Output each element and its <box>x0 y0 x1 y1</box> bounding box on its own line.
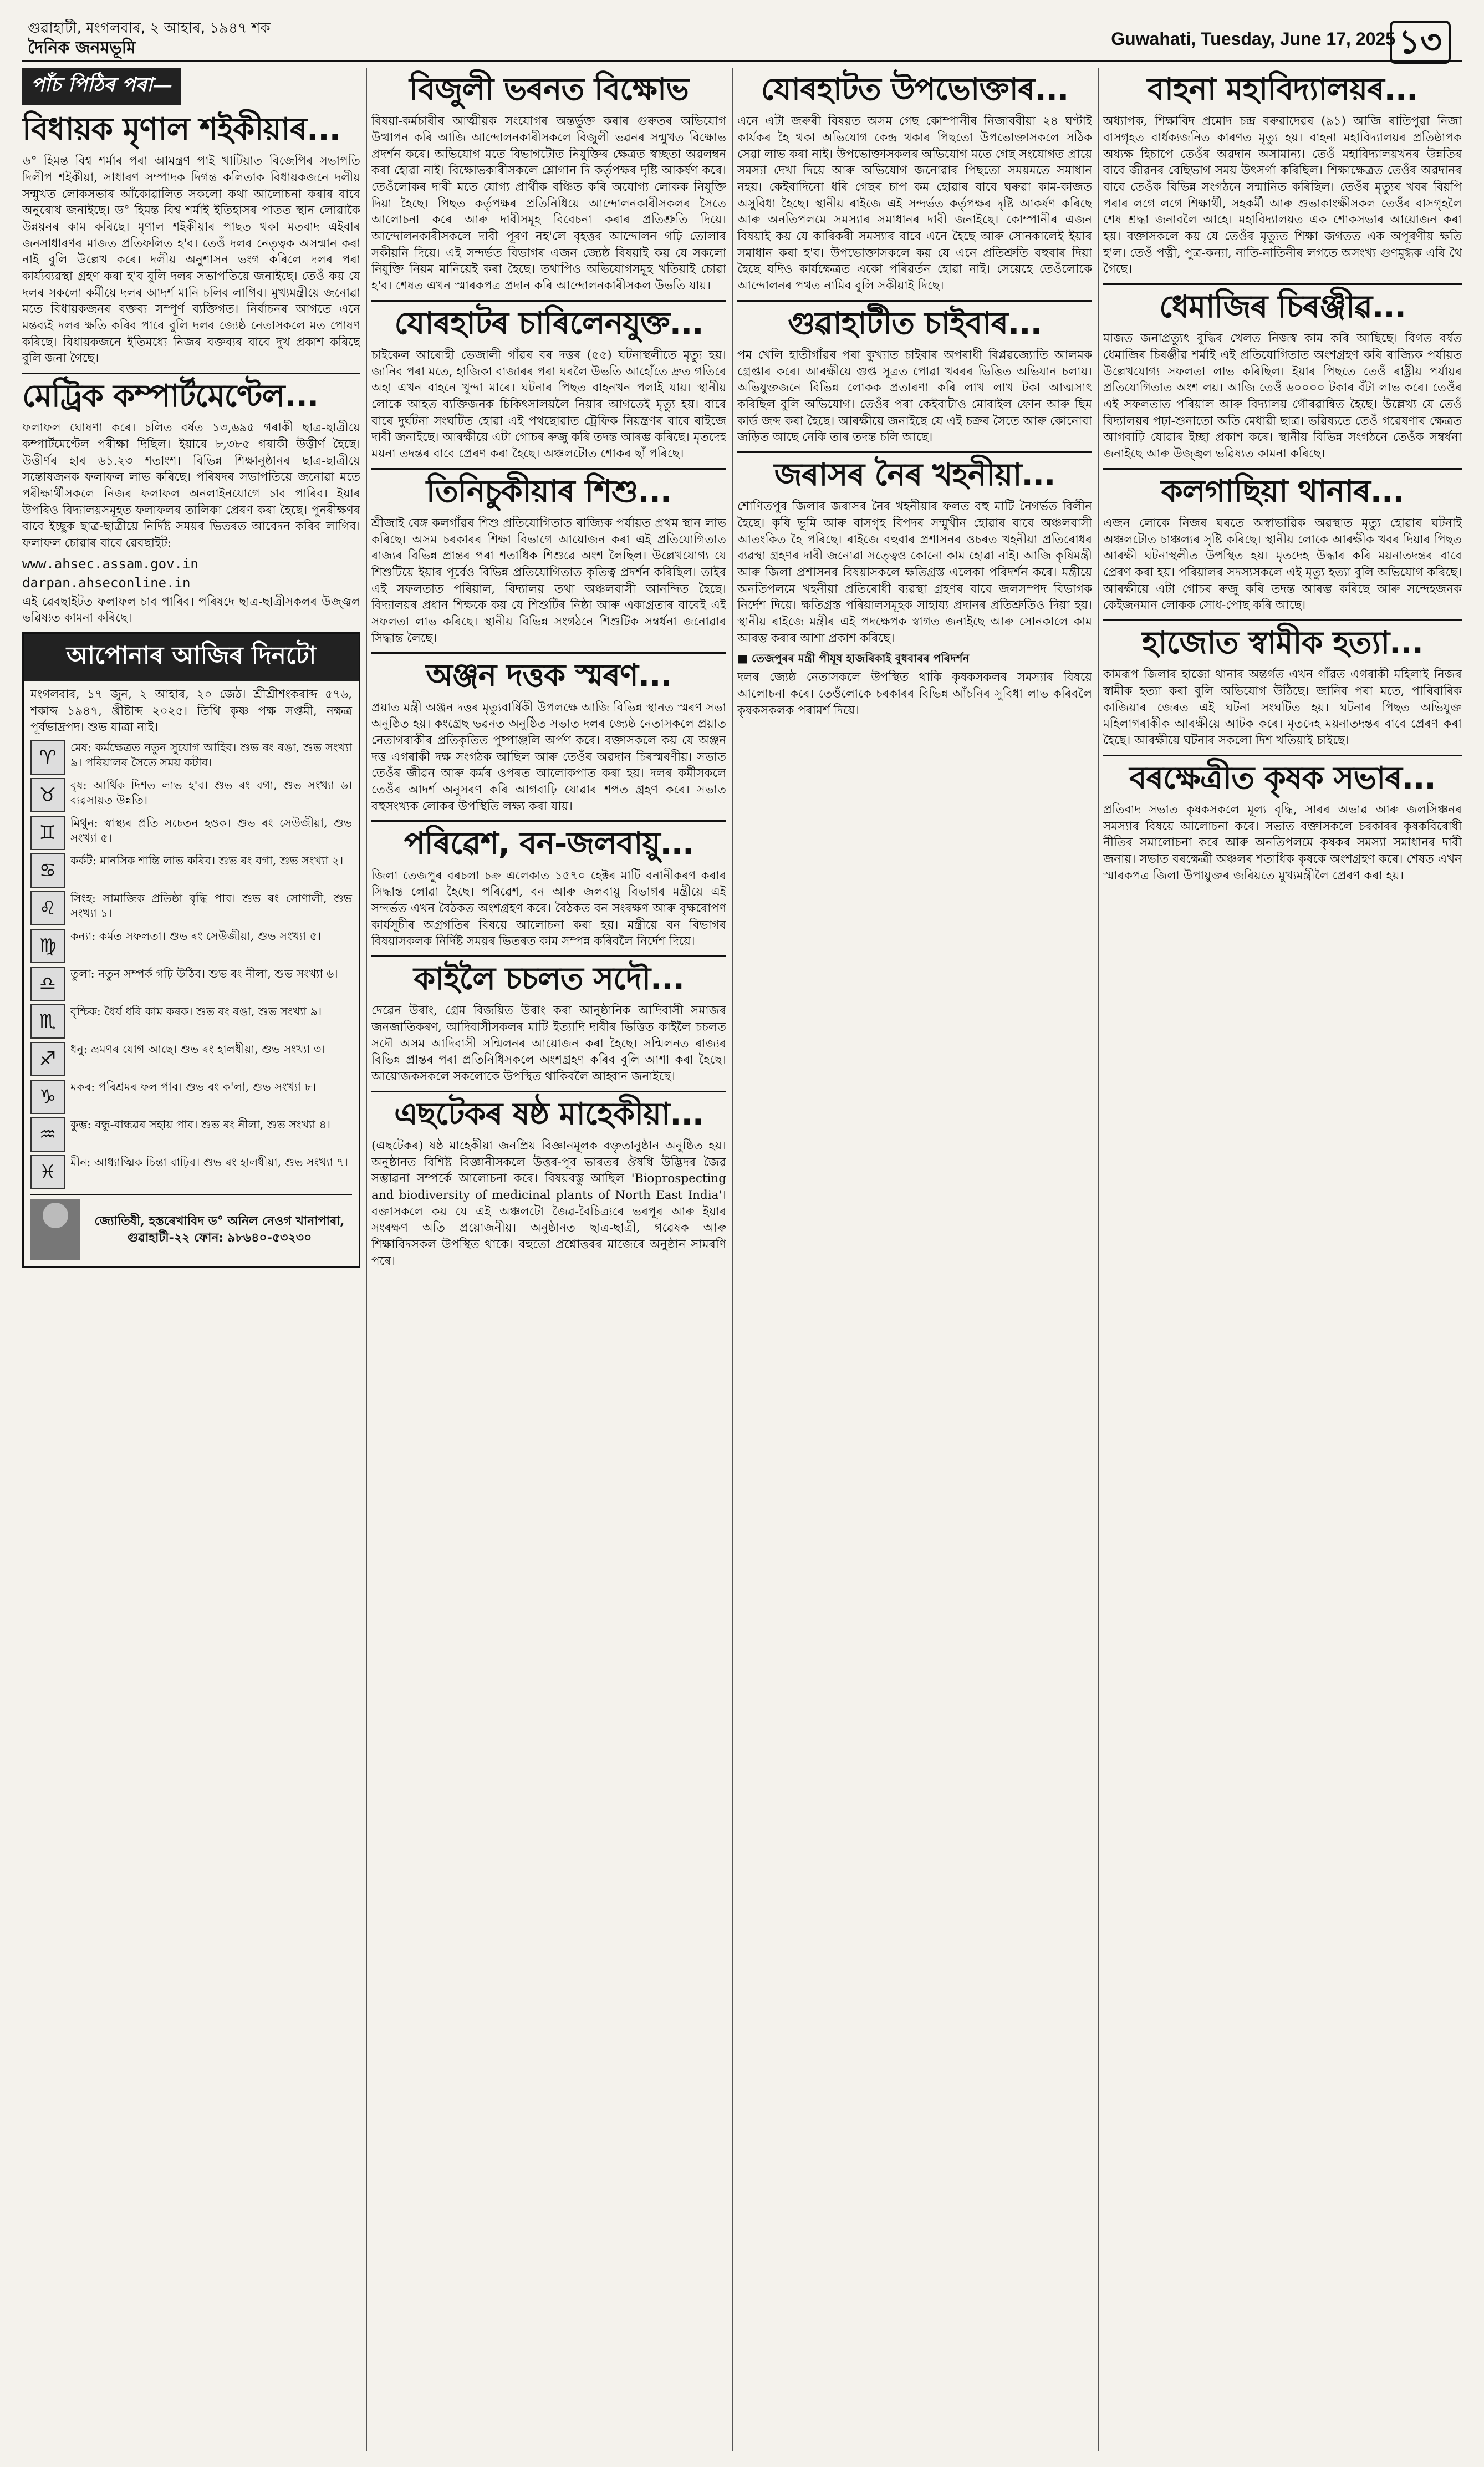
astrologer-photo <box>30 1199 80 1260</box>
zodiac-icon: ♈ <box>30 740 65 775</box>
headline-bijuli-bhawan: বিজুলী ভৰনত বিক্ষোভ <box>409 72 689 108</box>
headline-environment: পৰিৱেশ, বন-জলবায়ু... <box>404 826 694 862</box>
horoscope-text: বৃশ্চিক: ধৈৰ্য ধৰি কাম কৰক। শুভ ৰং ৰঙা, শুভ সংখ্যা ৯। <box>70 1004 322 1018</box>
headline-jarasar-erosion: জৰাসৰ নৈৰ খহনীয়া... <box>774 456 1055 493</box>
horoscope-text: মেষ: কৰ্মক্ষেত্ৰত নতুন সুযোগ আহিব। শুভ ৰং ৰঙা, শুভ সংখ্যা ৯। পৰিয়ালৰ সৈতে সময় কটাব। <box>70 740 352 769</box>
horoscope-text: মিথুন: স্বাস্থ্যৰ প্ৰতি সচেতন হওক। শুভ ৰং সেউজীয়া, শুভ সংখ্যা ৫। <box>70 816 352 845</box>
article-body: বিষয়া-কৰ্মচাৰীৰ আত্মীয়ক সংযোগৰ অন্তৰ্ভুক্ত কৰাৰ গুৰুতৰ অভিযোগ উত্থাপন কৰি আজি আন্দোলনকাৰীসকলে বিজুলী ভৱনৰ সন্মুখত বিক্ষোভ প্ৰদৰ্শন কৰে। অভিযোগ মতে বিভাগটোত নিযুক্তিৰ ক্ষেত্ৰত স্বচ্ছতা অৱলম্বন কৰা হোৱা নাই। বিক্ষোভকাৰীসকলে শ্লোগান দি কৰ্তৃপক্ষৰ দৃষ্টি আকৰ্ষণ কৰে। তেওঁলোকৰ দাবী মতে যোগ্য প্ৰাৰ্থীক বঞ্চিত কৰি অযোগ্য লোকক নিযুক্তি দিয়া হৈছে। পিছত কৰ্তৃপক্ষৰ প্ৰতিনিধিয়ে আন্দোলনকাৰীসকলৰ সৈতে আলোচনা কৰে আৰু দাবীসমূহ বিবেচনা কৰাৰ প্ৰতিশ্ৰুতি দিয়ে। আন্দোলনকাৰীসকলে দাবী পূৰণ নহ'লে বৃহত্তৰ আন্দোলন গঢ়ি তোলাৰ সকীয়নি দিয়ে। এই সন্দৰ্ভত বিভাগৰ এজন জ্যেষ্ঠ বিষয়াই কয় যে সকলো নিযুক্তি নিয়ম মানিয়েই কৰা হৈছে। তথাপিও অভিযোগসমূহ খতিয়াই চোৱা হ'ব। শেষত এখন স্মাৰকপত্ৰ প্ৰদান কৰি আন্দোলনকাৰীসকল উভতি যায়। <box>371 114 726 293</box>
headline-astec: এছটেকৰ ষষ্ঠ মাহেকীয়া... <box>394 1096 704 1132</box>
horoscope-item <box>30 778 352 812</box>
horoscope-item <box>30 1042 352 1076</box>
article-body: শ্ৰীজাই বেঙ্গ কলগাঁৱৰ শিশু প্ৰতিযোগিতাত ৰাজ্যিক পৰ্যায়ত প্ৰথম স্থান লাভ কৰিছে। অসম চৰকাৰৰ শিক্ষা বিভাগে আয়োজন কৰা এই প্ৰতিযোগিতাত ৰাজ্যৰ বিভিন্ন প্ৰান্তৰ পৰা শতাধিক শিশুৱে অংশ লৈছিল। উল্লেখযোগ্য যে শিশুটিয়ে ইয়াৰ পূৰ্বেও বিভিন্ন প্ৰতিযোগিতাত কৃতিত্ব প্ৰদৰ্শন কৰিছিল। তাইৰ এই সফলতাত পৰিয়াল, বিদ্যালয় তথা অঞ্চলবাসী আনন্দিত হৈছে। বিদ্যালয়ৰ প্ৰধান শিক্ষকে কয় যে শিশুটিৰ নিষ্ঠা আৰু একাগ্ৰতাৰ বাবেই এই সফলতা লাভ কৰিছে। স্থানীয় বিভিন্ন সংগঠনে শিশুটিক সম্বৰ্ধনা জনোৱাৰ সিদ্ধান্ত লৈছে। <box>371 516 726 645</box>
column-4 <box>1103 68 1462 2451</box>
headline-jorhat-four-lane: যোৰহাটৰ চাৰিলেনযুক্ত... <box>394 305 703 342</box>
article-body: প্ৰতিবাদ সভাত কৃষকসকলে মূল্য বৃদ্ধি, সাৰৰ অভাৱ আৰু জলসিঞ্চনৰ সমস্যাৰ বিষয়ে আলোচনা কৰে। সভাত বক্তাসকলে চৰকাৰৰ কৃষকবিৰোধী নীতিৰ সমালোচনা কৰে আৰু অনতিপলমে কৃষকৰ সমস্যা সমাধানৰ দাবী জনায়। সভাত বৰক্ষেত্ৰী অঞ্চলৰ শতাধিক কৃষকে অংশগ্ৰহণ কৰে। শেষত এখন স্মাৰকপত্ৰ জিলা উপায়ুক্তৰ জৰিয়তে মুখ্যমন্ত্ৰীলৈ প্ৰেৰণ কৰা হয়। <box>1103 802 1462 883</box>
article-body: ড° হিমন্ত বিশ্ব শৰ্মাৰ পৰা আমন্ত্ৰণ পাই খাটিয়াত বিজেপিৰ সভাপতি দিলীপ শইকীয়া, সাধাৰণ সম্পাদক দিগন্ত কলিতাক বিধায়কজনে দলীয় সন্মুখত লোকসভাৰ আঁকোৱালিত সকলো কথা আলোচনা কৰাৰ বাবে অনুৰোধ জনাইছে। ড° হিমন্ত বিশ্ব শৰ্মাই ইতিহাসৰ পাতত স্থান লোৱাকৈ উন্নয়নৰ কাম কৰিছে। মৃণাল শইকীয়াৰ পাছত থকা মতবাদ এইবাৰ জনসাধাৰণৰ মাজত প্ৰতিফলিত হ'ব। তেওঁ দলৰ নেতৃত্বক অসন্মান কৰা নাই বুলি উল্লেখ কৰে। দলীয় অনুশাসন ভংগ কৰিলে দলৰ পৰা কাৰ্য্যব্যৱস্থা গ্ৰহণ কৰা হ'ব বুলি দলৰ সভাপতিয়ে জনাইছে। তেওঁ কয় যে দলৰ সকলো কৰ্মীয়ে দলৰ আদৰ্শ মানি চলিব লাগিব। মুখ্যমন্ত্ৰীয়ে জনোৱা মতে বিধায়কজনৰ বক্তব্য সম্পূৰ্ণ ব্যক্তিগত। নিৰ্বাচনৰ আগতে এনে মন্তব্যই দলৰ ক্ষতি কৰিব পাৰে বুলি দলৰ জ্যেষ্ঠ নেতাসকলে মত পোষণ কৰিছে। বিধায়কজনে ইতিমধ্যে নিজৰ বক্তব্যৰ বাবে দুখ প্ৰকাশ কৰিছে বুলি জনা গৈছে। <box>22 154 360 366</box>
article-body: এই ৱেবছাইটত ফলাফল চাব পাৰিব। পৰিষদে ছাত্ৰ-ছাত্ৰীসকলৰ উজ্জ্বল ভৱিষ্যত কামনা কৰিছে। <box>22 594 360 625</box>
zodiac-icon: ♉ <box>30 778 65 812</box>
horoscope-item <box>30 816 352 850</box>
zodiac-icon: ♐ <box>30 1042 65 1076</box>
headline-chachal: কাইলৈ চচলত সদৌ... <box>414 960 684 997</box>
horoscope-item <box>30 1080 352 1114</box>
article-body: দলৰ জ্যেষ্ঠ নেতাসকলে উপস্থিত থাকি কৃষকসকলৰ সমস্যাৰ বিষয়ে আলোচনা কৰে। তেওঁলোকে চৰকাৰৰ বিভিন্ন আঁচনিৰ সুবিধা লাভ কৰিবলৈ কৃষকসকলক পৰামৰ্শ দিয়ে। <box>737 670 1092 718</box>
article-body: কামৰূপ জিলাৰ হাজো থানাৰ অন্তৰ্গত এখন গাঁৱত এগৰাকী মহিলাই নিজৰ স্বামীক হত্যা কৰা বুলি অভিযোগ উঠিছে। জানিব পৰা মতে, পাৰিবাৰিক কাজিয়াৰ জেৰত এই ঘটনা সংঘটিত হয়। ঘটনাৰ পিছত অভিযুক্ত মহিলাগৰাকীক আৰক্ষীয়ে আটক কৰে। মৃতদেহ ময়নাতদন্তৰ বাবে প্ৰেৰণ কৰা হৈছে। আৰক্ষীয়ে ঘটনাৰ সকলো দিশ খতিয়াই চাইছে। <box>1103 668 1462 747</box>
horoscope-text: কন্যা: কৰ্মত সফলতা। শুভ ৰং সেউজীয়া, শুভ সংখ্যা ৫। <box>70 929 322 943</box>
zodiac-icon: ♒ <box>30 1117 65 1152</box>
article-body: জিলা তেজপুৰ বৰচলা চক্ৰ এলেকাত ১৫৭০ হেক্টৰ মাটি বনানীকৰণ কৰাৰ সিদ্ধান্ত লোৱা হৈছে। পৰিৱেশ, বন আৰু জলবায়ু বিভাগৰ মন্ত্ৰীয়ে এই সন্দৰ্ভত এখন বৈঠকত অংশগ্ৰহণ কৰে। বৈঠকত বন সংৰক্ষণ আৰু বৃক্ষৰোপণ কাৰ্যসূচীৰ অগ্ৰগতিৰ বিষয়ে আলোচনা কৰা হয়। মন্ত্ৰীয়ে বন বিভাগৰ বিষয়াসকলক নিৰ্দিষ্ট সময়ৰ ভিতৰত কাম সম্পন্ন কৰিবলৈ নিৰ্দেশ দিয়ে। <box>371 868 726 949</box>
horoscope-item <box>30 853 352 888</box>
column-1 <box>22 68 360 2451</box>
horoscope-item <box>30 929 352 963</box>
horoscope-text: ধনু: ভ্ৰমণৰ যোগ আছে। শুভ ৰং হালধীয়া, শুভ সংখ্যা ৩। <box>70 1042 325 1056</box>
horoscope-list <box>30 740 352 1189</box>
horoscope-item <box>30 1117 352 1152</box>
astrologer-info: জ্যোতিষী, হস্তৰেখাবিদ ড° অনিল নেওগ খানাপাৰা, গুৱাহাটী-২২ ফোন: ৯৮৬৪০-৫৩২৩০ <box>94 1214 345 1245</box>
zodiac-icon: ♌ <box>30 891 65 925</box>
article-body: ফলাফল ঘোষণা কৰে। চলিত বৰ্ষত ১৩,৬৯৫ গৰাকী ছাত্ৰ-ছাত্ৰীয়ে কম্পাৰ্টমেণ্টেল পৰীক্ষা দিছিল। ইয়াৰে ৮,৩৮৫ গৰাকী উত্তীৰ্ণ হৈছে। উত্তীৰ্ণৰ হাৰ ৬১.২৩ শতাংশ। বিভিন্ন শিক্ষানুষ্ঠানৰ ছাত্ৰ-ছাত্ৰীয়ে সন্তোষজনক ফলাফল লাভ কৰিছে। পৰিষদৰ সভাপতিয়ে জনোৱা মতে পৰীক্ষাৰ্থীসকলে নিজৰ ফলাফল অনলাইনযোগে চাব পাৰিব। ইয়াৰ উপৰিও বিদ্যালয়সমূহত ফলাফলৰ তালিকা প্ৰেৰণ কৰা হৈছে। পুনৰীক্ষণৰ বাবে ইচ্ছুক ছাত্ৰ-ছাত্ৰীয়ে নিৰ্দিষ্ট সময়ৰ ভিতৰত আবেদন কৰিব লাগিব। ফলাফল চোৱাৰ বাবে ৱেবছাইট: <box>22 421 360 550</box>
zodiac-icon: ♋ <box>30 853 65 888</box>
newspaper-page <box>22 17 1462 2451</box>
article-body: শোণিতপুৰ জিলাৰ জৰাসৰ নৈৰ খহনীয়াৰ ফলত বহু মাটি নৈগৰ্ভত বিলীন হৈছে। কৃষি ভূমি আৰু বাসগৃহ বিপদৰ সন্মুখীন হোৱাৰ বাবে অঞ্চলবাসী আতংকিত হৈ পৰিছে। ৰাইজে বহুবাৰ প্ৰশাসনৰ ওচৰত খহনীয়া প্ৰতিৰোধৰ ব্যৱস্থা গ্ৰহণৰ দাবী জনোৱা সত্ত্বেও কোনো কাম হোৱা নাই। আজি কৃষিমন্ত্ৰী আৰু জিলা প্ৰশাসনৰ বিষয়াসকলে ক্ষতিগ্ৰস্ত এলেকা পৰিদৰ্শন কৰে। মন্ত্ৰীয়ে অনতিপলমে খহনীয়া প্ৰতিৰোধী ব্যৱস্থা গ্ৰহণৰ বাবে জলসম্পদ বিভাগক নিৰ্দেশ দিয়ে। ক্ষতিগ্ৰস্ত পৰিয়ালসমূহক সাহায্য প্ৰদানৰ প্ৰতিশ্ৰুতিও দিয়া হয়। স্থানীয় ৰাইজে মন্ত্ৰীৰ এই পদক্ষেপক স্বাগত জনাইছে আৰু সোনকালে কাম আৰম্ভ কৰাৰ আশা প্ৰকাশ কৰিছে। <box>737 500 1092 645</box>
zodiac-icon: ♊ <box>30 816 65 850</box>
horoscope-item <box>30 1004 352 1039</box>
article-body: অধ্যাপক, শিক্ষাবিদ প্ৰমোদ চন্দ্ৰ বৰুৱাদেৱৰ (৯১) আজি ৰাতিপুৱা নিজা বাসগৃহত বাৰ্ধক্যজনিত কাৰণত মৃত্যু হয়। বাহনা মহাবিদ্যালয়ৰ প্ৰতিষ্ঠাপক অধ্যক্ষ হিচাপে তেওঁৰ অৱদান অসামান্য। তেওঁ মহাবিদ্যালয়খনৰ উন্নতিৰ বাবে জীৱনৰ বেছিভাগ সময় উৎসৰ্গা কৰিছিল। শিক্ষাক্ষেত্ৰত তেওঁৰ অৱদানৰ বাবে তেওঁক বিভিন্ন সংগঠনে সন্মানিত কৰিছিল। তেওঁৰ মৃত্যুৰ খবৰ বিয়পি পৰাৰ লগে লগে শিক্ষাৰ্থী, সহকৰ্মী আৰু শুভাকাংক্ষীসকল তেওঁৰ বাসগৃহলৈ শেষ শ্ৰদ্ধা জনাবলৈ আহে। মহাবিদ্যালয়ত এক শোকসভাৰ আয়োজন কৰা হয়। বক্তাসকলে কয় যে তেওঁৰ মৃত্যুত শিক্ষা জগতত এক অপূৰণীয় ক্ষতি হ'ল। তেওঁ পত্নী, পুত্ৰ-কন্যা, নাতি-নাতিনীৰ লগতে অসংখ্য গুণমুগ্ধক এৰি থৈ গৈছে। <box>1103 114 1462 277</box>
article-body: প্ৰয়াত মন্ত্ৰী অঞ্জন দত্তৰ মৃত্যুবাৰ্ষিকী উপলক্ষে আজি বিভিন্ন স্থানত স্মৰণ সভা অনুষ্ঠিত হয়। কংগ্ৰেছ ভৱনত অনুষ্ঠিত সভাত দলৰ জ্যেষ্ঠ নেতাসকলে প্ৰয়াত নেতাগৰাকীৰ প্ৰতিকৃতিত পুষ্পাঞ্জলি অৰ্পণ কৰে। বক্তাসকলে কয় যে অঞ্জন দত্ত এগৰাকী দক্ষ সংগঠক আছিল আৰু তেওঁৰ অৱদান চিৰস্মৰণীয়। সভাত তেওঁৰ জীৱন আৰু কৰ্মৰ ওপৰত আলোকপাত কৰা হয়। দলৰ কৰ্মীসকলে তেওঁৰ আদৰ্শ অনুসৰণ কৰি আগবাঢ়ি যোৱাৰ শপত গ্ৰহণ কৰে। সভাত বহুসংখ্যক লোকৰ উপস্থিতি লক্ষ্য কৰা যায়। <box>371 700 726 813</box>
article-body: চাইকেল আৰোহী ভেজালী গাঁৱৰ বৰ দত্তৰ (৫৫) ঘটনাস্থলীতে মৃত্যু হয়। জানিব পৰা মতে, হাজিকা বাজাৰৰ পৰা ঘৰলৈ উভতি আহোঁতে দ্ৰুত গতিৰে অহা এখন বাহনে খুন্দা মাৰে। ঘটনাৰ পিছত বাহনখন পলাই যায়। স্থানীয় লোকে আহত ব্যক্তিজনক চিকিৎসালয়লৈ নিয়াৰ আগতেই মৃত্যু হয়। বাৰে বাৰে দুৰ্ঘটনা সংঘটিত হোৱা এই পথছোৱাত ট্ৰেফিক নিয়ন্ত্ৰণৰ বাবে ৰাইজে দাবী জনাইছে। আৰক্ষীয়ে এটা গোচৰ ৰুজু কৰি তদন্ত আৰম্ভ কৰিছে। মৃতদেহ ময়না তদন্তৰ বাবে প্ৰেৰণ কৰা হৈছে। অঞ্চলটোত শোকৰ ছাঁ পৰিছে। <box>371 348 726 461</box>
masthead-date-assamese: গুৱাহাটী, মংগলবাৰ, ২ আহাৰ, ১৯৪৭ শক <box>28 20 271 37</box>
horoscope-intro: মংগলবাৰ, ১৭ জুন, ২ আহাৰ, ২০ জেঠ। শ্ৰীশ্ৰীশংকৰাব্দ ৫৭৬, শকাব্দ ১৯৪৭, খ্ৰীষ্টাব্দ ২০২৫। তিথি কৃষ্ণ পক্ষ সপ্তমী, নক্ষত্ৰ পূৰ্বভাদ্ৰপদ। শুভ যাত্ৰা নাই। <box>30 687 352 735</box>
headline-kalgachia-police: কলগাছিয়া থানাৰ... <box>1161 473 1404 510</box>
masthead-brand: দৈনিক জনমভূমি <box>28 38 136 58</box>
astrologer-credit <box>30 1194 352 1260</box>
headline-dhemaji-chiranjib: ধেমাজিৰ চিৰঞ্জীৱ... <box>1159 288 1406 325</box>
horoscope-text: তুলা: নতুন সম্পৰ্ক গঢ়ি উঠিব। শুভ ৰং নীলা, শুভ সংখ্যা ৬। <box>70 967 338 980</box>
horoscope-text: মকৰ: পৰিশ্ৰমৰ ফল পাব। শুভ ৰং ক'লা, শুভ সংখ্যা ৮। <box>70 1080 317 1093</box>
horoscope-item <box>30 967 352 1001</box>
horoscope-text: মীন: আধ্যাত্মিক চিন্তা বাঢ়িব। শুভ ৰং হালধীয়া, শুভ সংখ্যা ৭। <box>70 1155 348 1169</box>
article-body: দেৱেন উৰাং, গ্ৰেম বিজয়িত উৰাং কৰা আনুষ্ঠানিক আদিবাসী সমাজৰ জনজাতিকৰণ, আদিবাসীসকলৰ মাটি ইত্যাদি দাবীৰ ভিত্তিত কাইলৈ চচলত সদৌ অসম আদিবাসী সন্মিলনৰ আয়োজন কৰা হৈছে। সন্মিলনত ৰাজ্যৰ বিভিন্ন প্ৰান্তৰ পৰা প্ৰতিনিধিসকলে অংশগ্ৰহণ কৰিব বুলি আশা কৰা হৈছে। আয়োজকসকলে সকলোকে উপস্থিত থাকিবলৈ আহ্বান জনাইছে। <box>371 1004 726 1084</box>
headline-bahona-college: বাহনা মহাবিদ্যালয়ৰ... <box>1147 72 1418 108</box>
zodiac-icon: ♑ <box>30 1080 65 1114</box>
masthead <box>22 17 1462 62</box>
headline-matric-compartmental: মেট্ৰিক কম্পাৰ্টমেণ্টেল... <box>22 378 319 414</box>
horoscope-item <box>30 740 352 775</box>
horoscope-title: আপোনাৰ আজিৰ দিনটো <box>24 634 359 681</box>
horoscope-text: কুম্ভ: বন্ধু-বান্ধৱৰ সহায় পাব। শুভ ৰং নীলা, শুভ সংখ্যা ৪। <box>70 1117 331 1131</box>
photo-caption: ■ তেজপুৰৰ মন্ত্ৰী পীযূষ হাজৰিকাই বুধবাৰৰ পৰিদৰ্শন <box>737 652 970 665</box>
column-2 <box>371 68 726 2451</box>
horoscope-text: কৰ্কট: মানসিক শান্তি লাভ কৰিব। শুভ ৰং বগা, শুভ সংখ্যা ২। <box>70 853 344 867</box>
zodiac-icon: ♏ <box>30 1004 65 1039</box>
horoscope-text: বৃষ: আৰ্থিক দিশত লাভ হ'ব। শুভ ৰং বগা, শুভ সংখ্যা ৬। ব্যৱসায়ত উন্নতি। <box>70 778 352 807</box>
horoscope-text: সিংহ: সামাজিক প্ৰতিষ্ঠা বৃদ্ধি পাব। শুভ ৰং সোণালী, শুভ সংখ্যা ১। <box>70 891 352 920</box>
zodiac-icon: ♍ <box>30 929 65 963</box>
headline-jorhat-consumers: যোৰহাটত উপভোক্তাৰ... <box>761 72 1069 108</box>
zodiac-icon: ♓ <box>30 1155 65 1189</box>
headline-anjan-dutta: অঞ্জন দত্তক স্মৰণ... <box>426 658 672 694</box>
article-body: মাজত জনাপ্ৰত্যুৎ বুদ্ধিৰ খেলত নিজস্ব কাম কৰি আছিছে। বিগত বৰ্ষত ধেমাজিৰ চিৰঞ্জীৱ শৰ্মাই এই প্ৰতিযোগিতাত অংশগ্ৰহণ কৰি ৰাজ্যিক পৰ্যায়ত উল্লেখযোগ্য সফলতা লাভ কৰিছিল। ইয়াৰ পিছতে তেওঁ ৰাষ্ট্ৰীয় পৰ্যায়ৰ প্ৰতিযোগিতাত অংশ লয়। আজি তেওঁ ৬০০০০ টকাৰ বঁটা লাভ কৰে। তেওঁৰ এই সফলতাত পৰিয়াল আৰু বিদ্যালয় গৌৰৱান্বিত হৈছে। উল্লেখ্য যে তেওঁ বিদ্যালয়ৰ পঢ়া-শুনাতো অতি মেধাৱী ছাত্ৰ। ভৱিষ্যতে তেওঁ গৱেষণাৰ ক্ষেত্ৰত আগবাঢ়ি যোৱাৰ ইচ্ছা প্ৰকাশ কৰে। স্থানীয় বিভিন্ন সংগঠনে তেওঁক সম্বৰ্ধনা জনাইছে আৰু উজ্জ্বল ভৱিষ্যত কামনা কৰিছে। <box>1103 332 1462 461</box>
headline-barkhetri-farmers: বৰক্ষেত্ৰীত কৃষক সভাৰ... <box>1129 760 1436 796</box>
article-body: এনে এটা জৰুৰী বিষয়ত অসম গেছ কোম্পানীৰ নিজাববীয়া ২৪ ঘণ্টাই কাৰ্যকৰ হৈ থকা অভিযোগ কেন্দ্ৰ থকাৰ পিছতো উপভোক্তাসকলে সঠিক সেৱা লাভ কৰা নাই। উপভোক্তাসকলৰ অভিযোগ মতে গেছ সংযোগত প্ৰায়ে সমস্যা দেখা দিয়ে আৰু অভিযোগ জনোৱাৰ পিছতো সময়মতে সমাধান নহয়। কেইবাদিনো ধৰি গেছৰ চাপ কম হোৱাৰ বাবে ঘৰুৱা কাম-কাজত অসুবিধা হৈছে। স্থানীয় ৰাইজে এই সন্দৰ্ভত কৰ্তৃপক্ষৰ দৃষ্টি আকৰ্ষণ কৰিছে আৰু অনতিপলমে সমস্যাৰ সমাধানৰ দাবী জনাইছে। কোম্পানীৰ এজন বিষয়াই কয় যে কাৰিকৰী সমস্যাৰ বাবে এনে হৈছে আৰু সোনকালেই ইয়াৰ সমাধান কৰা হ'ব। উপভোক্তাসকলে কয় যে এনে প্ৰতিশ্ৰুতি বহুবাৰ দিয়া হৈছে যদিও কাৰ্যক্ষেত্ৰত একো পৰিৱৰ্তন হোৱা নাই। সেয়েহে তেওঁলোকে আন্দোলনৰ পথত নামিব বুলি সকীয়াই দিছে। <box>737 114 1092 293</box>
headline-guwahati-cyber: গুৱাহাটীত চাইবাৰ... <box>788 305 1042 342</box>
link-ahsec[interactable]: www.ahsec.assam.gov.in <box>22 556 198 572</box>
headline-tinsukia-child: তিনিচুকীয়াৰ শিশু... <box>426 473 672 510</box>
masthead-date-english: Guwahati, Tuesday, June 17, 2025 <box>1111 29 1395 49</box>
horoscope-box <box>22 632 360 1268</box>
continued-kicker: পাঁচ পিঠিৰ পৰা— <box>22 68 181 105</box>
article-body: এজন লোকে নিজৰ ঘৰতে অস্বাভাৱিক অৱস্থাত মৃত্যু হোৱাৰ ঘটনাই অঞ্চলটোত চাঞ্চল্যৰ সৃষ্টি কৰিছে। স্থানীয় লোকে আৰক্ষীক খবৰ দিয়াৰ পিছত আৰক্ষী ঘটনাস্থলীত উপস্থিত হয়। মৃতদেহ উদ্ধাৰ কৰি ময়নাতদন্তৰ বাবে প্ৰেৰণ কৰা হয়। পৰিয়ালৰ সদস্যসকলে এই মৃত্যু হত্যা বুলি অভিযোগ কৰিছে। আৰক্ষীয়ে এটা গোচৰ ৰুজু কৰি তদন্ত আৰম্ভ কৰিছে আৰু সন্দেহজনক কেইজনমান লোকক সোধ-পোছ কৰি আছে। <box>1103 516 1462 613</box>
horoscope-item <box>30 891 352 925</box>
headline-mrinal-saikia: বিধায়ক মৃণাল শইকীয়াৰ... <box>22 111 340 147</box>
page-number: ১৩ <box>1390 17 1451 72</box>
headline-hajo-murder: হাজোত স্বামীক হত্যা... <box>1142 624 1423 661</box>
link-darpan[interactable]: darpan.ahseconline.in <box>22 574 191 591</box>
article-body: (এছটেকৰ) ষষ্ঠ মাহেকীয়া জনপ্ৰিয় বিজ্ঞানমূলক বক্তৃতানুষ্ঠান অনুষ্ঠিত হয়। অনুষ্ঠানত বিশিষ্ট বিজ্ঞানীসকলে উত্তৰ-পূব ভাৰতৰ ঔষধি উদ্ভিদৰ জৈৱ সম্ভাৱনা সম্পৰ্কে আলোচনা কৰে। বিষয়বস্তু আছিল 'Bioprospecting and biodiversity of medicinal plants of North East India'। বক্তাসকলে কয় যে এই অঞ্চলটো জৈৱ-বৈচিত্ৰ্যৰে ভৰপূৰ আৰু ইয়াৰ সংৰক্ষণ অতি প্ৰয়োজনীয়। অনুষ্ঠানত ছাত্ৰ-ছাত্ৰী, গৱেষক আৰু শিক্ষাবিদসকল উপস্থিত থাকে। বহুতো প্ৰশ্নোত্তৰৰ মাজেৰে অনুষ্ঠান সামৰণি পৰে। <box>371 1138 726 1268</box>
zodiac-icon: ♎ <box>30 967 65 1001</box>
article-body: পম খেলি হাতীগাঁৱৰ পৰা কুখ্যাত চাইবাৰ অপৰাধী বিপ্লৱজ্যোতি আলমক গ্ৰেপ্তাৰ কৰে। আৰক্ষীয়ে গুপ্ত সূত্ৰত পোৱা খবৰৰ ভিত্তিত অভিযান চলায়। অভিযুক্তজনে বিভিন্ন লোকক প্ৰতাৰণা কৰি লাখ লাখ টকা আত্মসাৎ কৰিছিল বুলি অভিযোগ। তেওঁৰ পৰা কেইবাটাও মোবাইল ফোন আৰু ছিম কাৰ্ড জব্দ কৰা হৈছে। আৰক্ষীয়ে জনাইছে যে এই চক্ৰৰ সৈতে আৰু কোনোবা জড়িত আছে নেকি তাৰ তদন্ত চলি আছে। <box>737 348 1092 445</box>
horoscope-item <box>30 1155 352 1189</box>
column-3 <box>737 68 1092 2451</box>
